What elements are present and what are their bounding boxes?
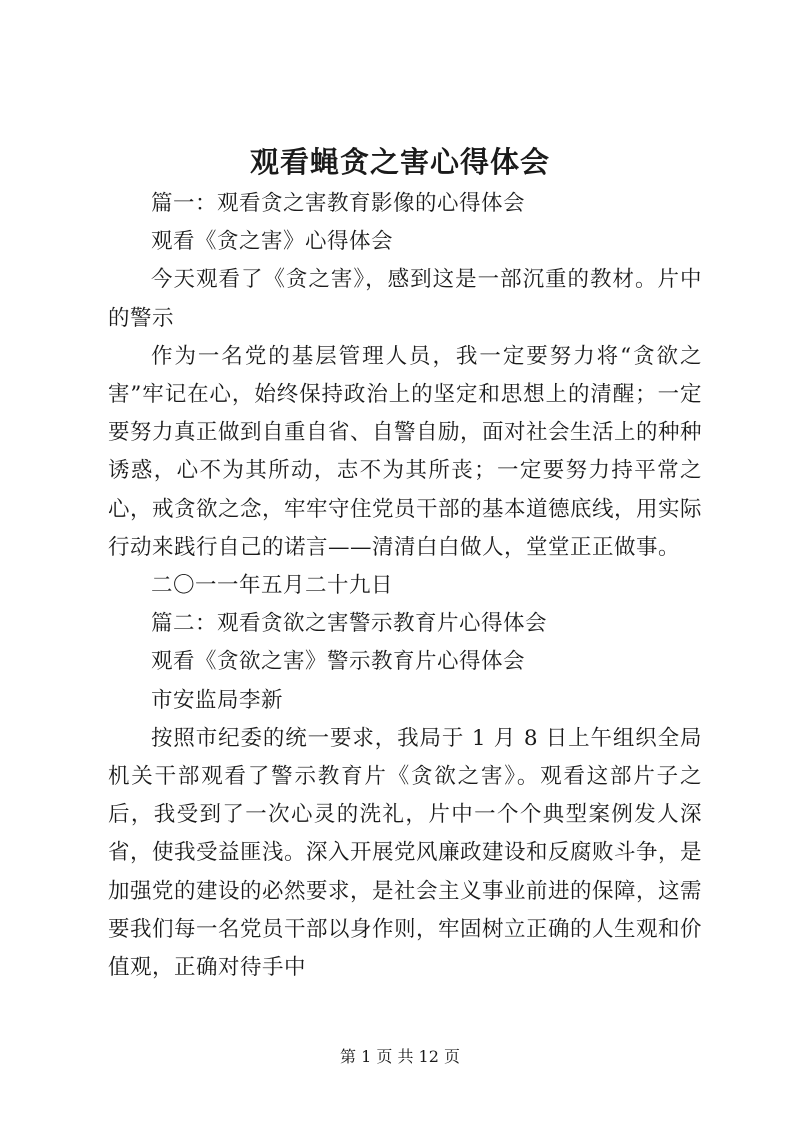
date-line: 二〇一一年五月二十九日 — [151, 573, 394, 599]
section-heading-2: 篇二：观看贪欲之害警示教育片心得体会 — [151, 611, 548, 637]
page-footer: 第 1 页 共 12 页 — [340, 1047, 460, 1066]
paragraph: 今天观看了《贪之害》，感到这是一部沉重的教材。片中的警示 — [108, 267, 702, 331]
document-body — [108, 185, 702, 987]
subheading-2: 观看《贪欲之害》警示教育片心得体会 — [151, 649, 526, 675]
paragraph: 按照市纪委的统一要求，我局于 1 月 8 日上午组织全局机关干部观看了警示教育片《贪欲之害》。观看这部片子之后，我受到了一次心灵的洗礼，片中一个个典型案例发人深省，使我受益匪浅。深入开展党风廉政建设和反腐败斗争，是加强党的建设的必然要求，是社会主义事业前进的保障，这需要我们每一名党员干部以身作则，牢固树立正确的人生观和价值观，正确对待手中 — [108, 725, 703, 981]
section-heading-1: 篇一：观看贪之害教育影像的心得体会 — [151, 191, 526, 216]
subheading-1: 观看《贪之害》心得体会 — [151, 229, 394, 255]
document-title: 观看蝇贪之害心得体会 — [249, 145, 550, 179]
paragraph: 作为一名党的基层管理人员，我一定要努力将“贪欲之害”牢记在心，始终保持政治上的坚定和思想上的清醒；一定要努力真正做到自重自省、自警自励，面对社会生活上的种种诱惑，心不为其所动，志不为其所丧；一定要努力持平常之心，戒贪欲之念，牢牢守住党员干部的基本道德底线，用实际行动来践行自己的诺言——清清白白做人，堂堂正正做事。 — [108, 343, 703, 560]
author-line: 市安监局李新 — [151, 687, 284, 713]
